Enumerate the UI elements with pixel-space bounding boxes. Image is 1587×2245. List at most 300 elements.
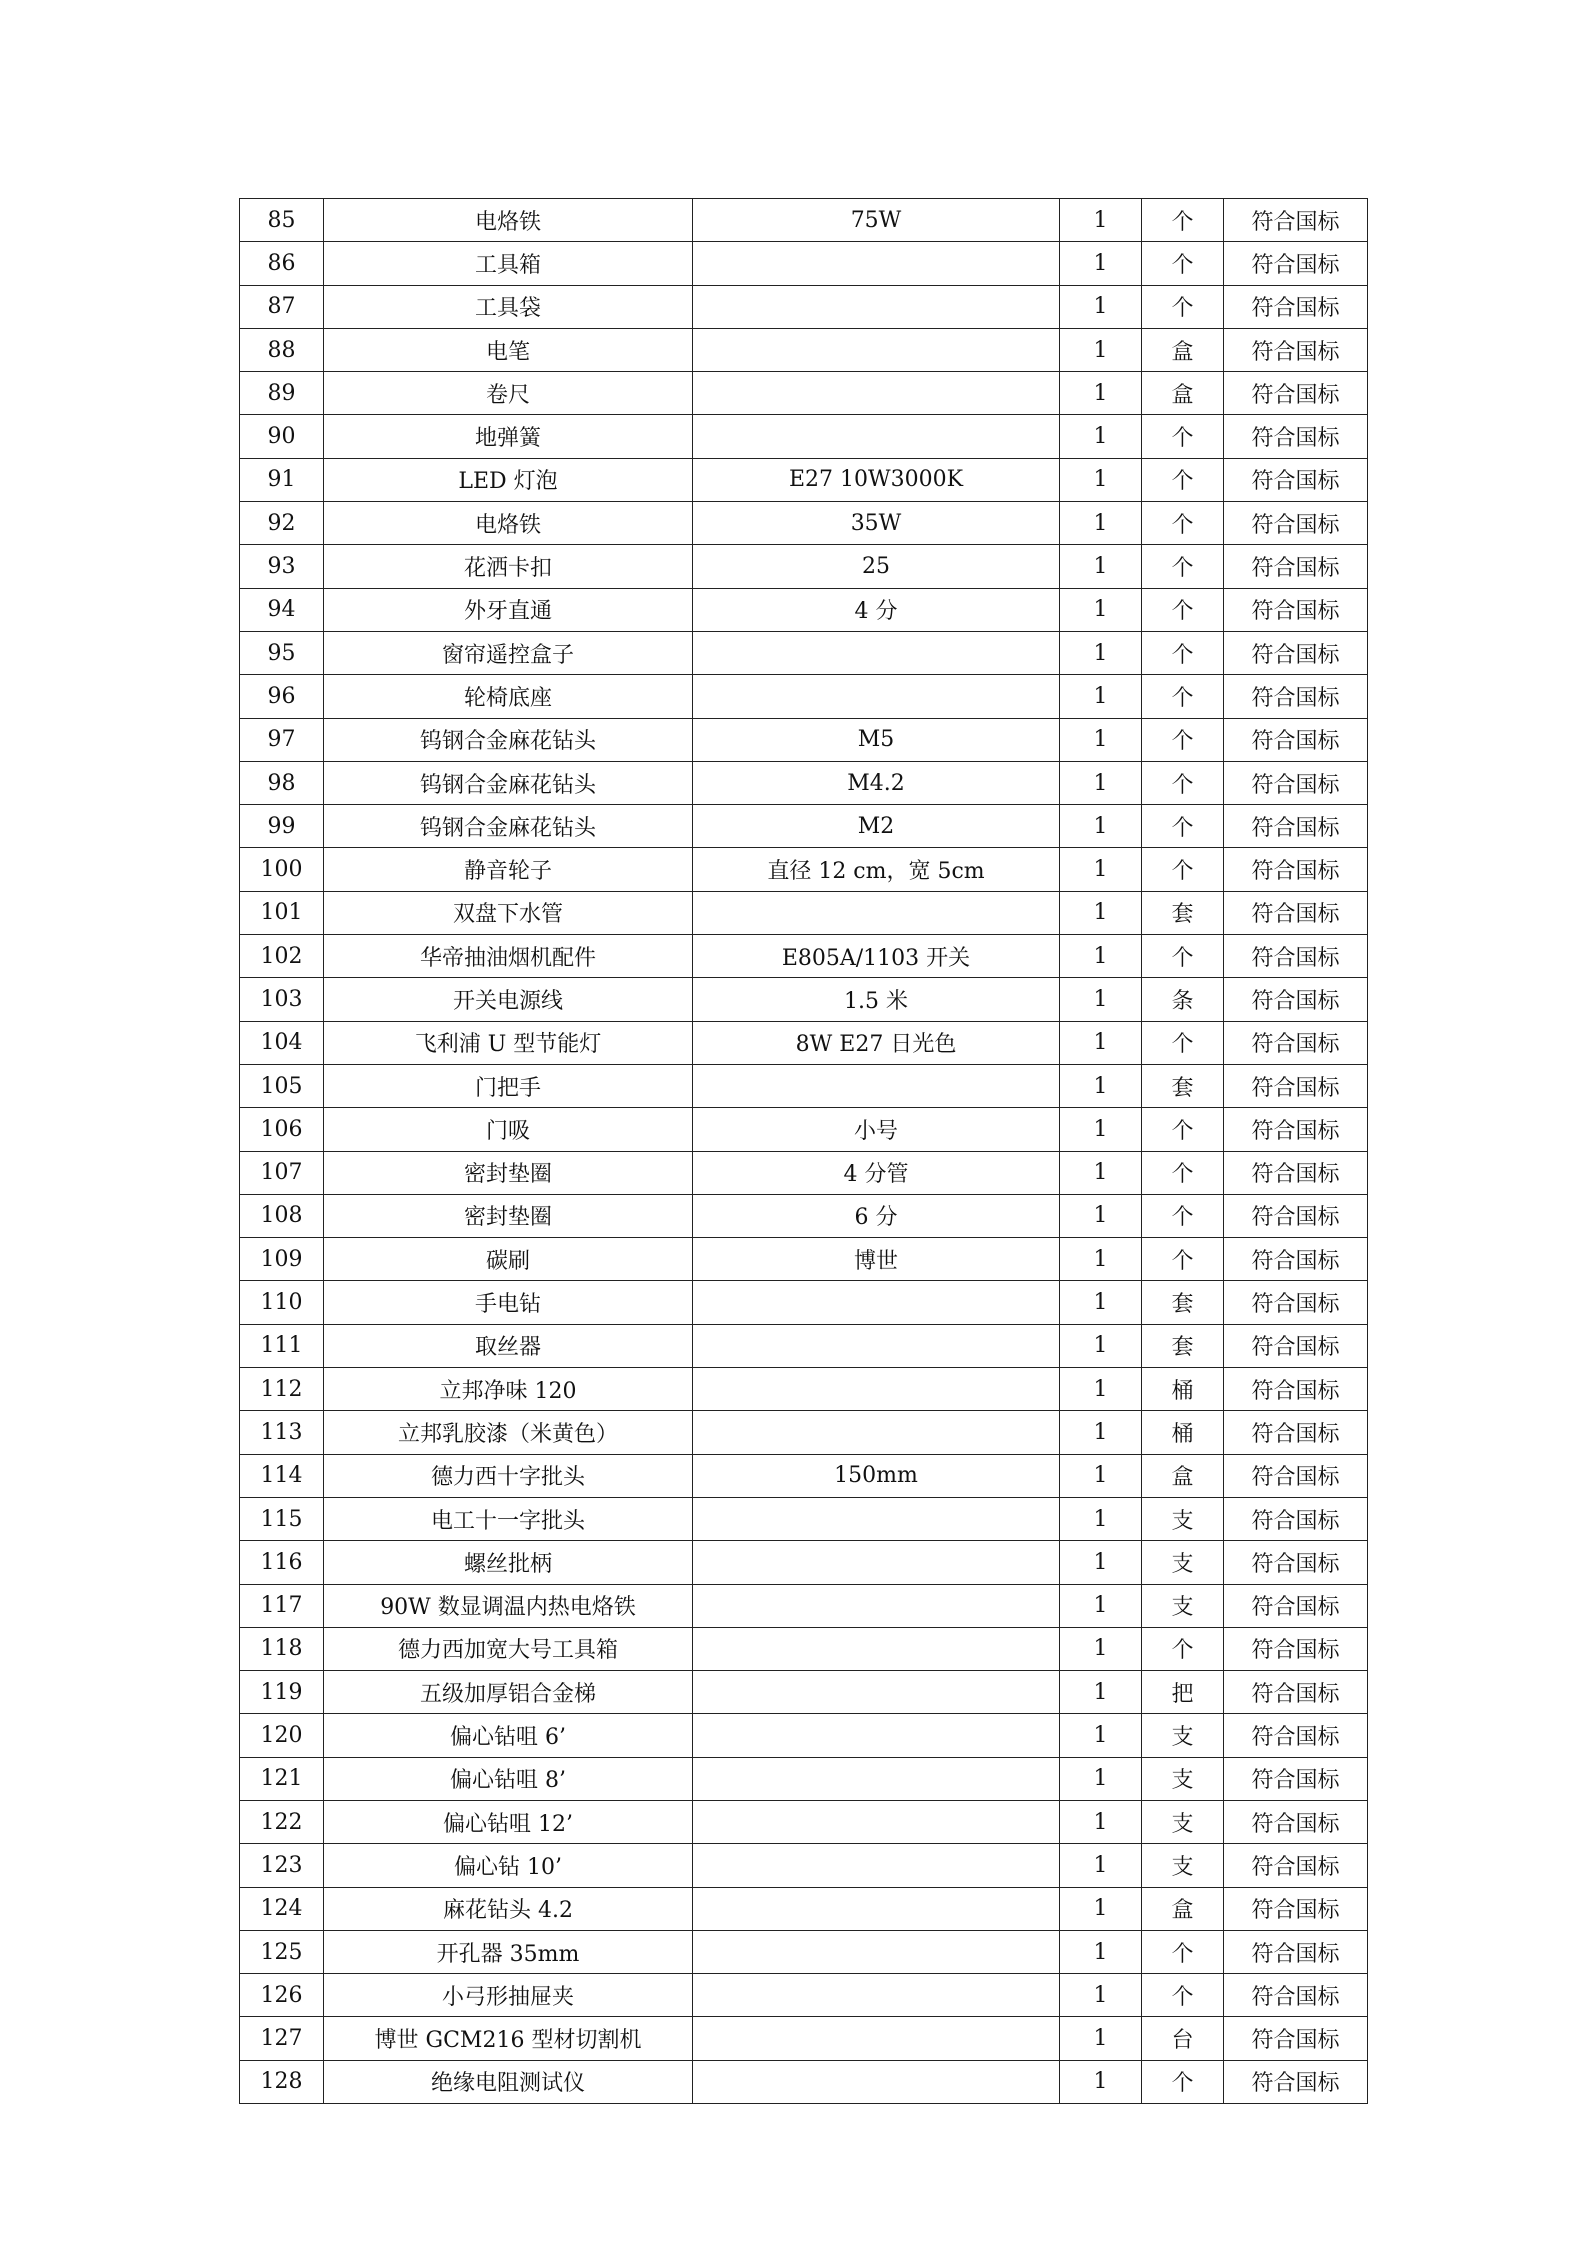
item-spec-cell: [693, 1584, 1060, 1627]
item-name-cell: 五级加厚铝合金梯: [324, 1671, 693, 1714]
item-name-cell: 麻花钻头 4.2: [324, 1887, 693, 1930]
row-number-cell: 128: [240, 2060, 324, 2103]
quantity-cell: 1: [1060, 1887, 1142, 1930]
item-spec-cell: [693, 372, 1060, 415]
quantity-cell: 1: [1060, 1627, 1142, 1670]
table-row: [240, 199, 1368, 242]
quantity-cell: 1: [1060, 631, 1142, 674]
item-spec-cell: [693, 1974, 1060, 2017]
item-spec-cell: M4.2: [693, 761, 1060, 804]
quantity-cell: 1: [1060, 1714, 1142, 1757]
table-row: [240, 2017, 1368, 2060]
table-row: [240, 1108, 1368, 1151]
table-row: [240, 1454, 1368, 1497]
item-name-cell: 钨钢合金麻花钻头: [324, 718, 693, 761]
standard-cell: 符合国标: [1224, 588, 1368, 631]
item-spec-cell: 直径 12 cm，宽 5cm: [693, 848, 1060, 891]
standard-cell: 符合国标: [1224, 631, 1368, 674]
unit-cell: 支: [1142, 1497, 1224, 1540]
table-row: [240, 631, 1368, 674]
quantity-cell: 1: [1060, 1281, 1142, 1324]
table-row: [240, 675, 1368, 718]
item-spec-cell: [693, 631, 1060, 674]
item-spec-cell: 6 分: [693, 1194, 1060, 1237]
item-name-cell: 飞利浦 U 型节能灯: [324, 1021, 693, 1064]
quantity-cell: 1: [1060, 1238, 1142, 1281]
row-number-cell: 103: [240, 978, 324, 1021]
unit-cell: 支: [1142, 1584, 1224, 1627]
item-name-cell: 工具箱: [324, 242, 693, 285]
row-number-cell: 126: [240, 1974, 324, 2017]
row-number-cell: 92: [240, 502, 324, 545]
row-number-cell: 122: [240, 1800, 324, 1843]
item-spec-cell: [693, 1368, 1060, 1411]
quantity-cell: 1: [1060, 718, 1142, 761]
unit-cell: 套: [1142, 1324, 1224, 1367]
unit-cell: 个: [1142, 588, 1224, 631]
unit-cell: 个: [1142, 545, 1224, 588]
row-number-cell: 114: [240, 1454, 324, 1497]
unit-cell: 桶: [1142, 1368, 1224, 1411]
table-row: [240, 1411, 1368, 1454]
row-number-cell: 87: [240, 285, 324, 328]
item-spec-cell: [693, 242, 1060, 285]
table-row: [240, 1671, 1368, 1714]
standard-cell: 符合国标: [1224, 2060, 1368, 2103]
quantity-cell: 1: [1060, 1844, 1142, 1887]
item-spec-cell: [693, 2017, 1060, 2060]
table-row: [240, 1368, 1368, 1411]
unit-cell: 个: [1142, 631, 1224, 674]
item-spec-cell: [693, 415, 1060, 458]
unit-cell: 个: [1142, 1627, 1224, 1670]
item-name-cell: 电烙铁: [324, 502, 693, 545]
quantity-cell: 1: [1060, 1497, 1142, 1540]
quantity-cell: 1: [1060, 1671, 1142, 1714]
item-spec-cell: 博世: [693, 1238, 1060, 1281]
standard-cell: 符合国标: [1224, 285, 1368, 328]
quantity-cell: 1: [1060, 1324, 1142, 1367]
unit-cell: 个: [1142, 242, 1224, 285]
item-name-cell: 德力西十字批头: [324, 1454, 693, 1497]
unit-cell: 个: [1142, 718, 1224, 761]
item-spec-cell: 75W: [693, 199, 1060, 242]
standard-cell: 符合国标: [1224, 2017, 1368, 2060]
item-name-cell: 工具袋: [324, 285, 693, 328]
item-spec-cell: [693, 1671, 1060, 1714]
item-name-cell: 绝缘电阻测试仪: [324, 2060, 693, 2103]
table-row: [240, 1281, 1368, 1324]
unit-cell: 盒: [1142, 1887, 1224, 1930]
standard-cell: 符合国标: [1224, 545, 1368, 588]
standard-cell: 符合国标: [1224, 761, 1368, 804]
item-spec-cell: [693, 1324, 1060, 1367]
item-spec-cell: 150mm: [693, 1454, 1060, 1497]
item-spec-cell: [693, 1800, 1060, 1843]
unit-cell: 支: [1142, 1714, 1224, 1757]
standard-cell: 符合国标: [1224, 1324, 1368, 1367]
standard-cell: 符合国标: [1224, 805, 1368, 848]
quantity-cell: 1: [1060, 1757, 1142, 1800]
quantity-cell: 1: [1060, 1194, 1142, 1237]
quantity-cell: 1: [1060, 1454, 1142, 1497]
standard-cell: 符合国标: [1224, 328, 1368, 371]
quantity-cell: 1: [1060, 1368, 1142, 1411]
item-name-cell: 密封垫圈: [324, 1151, 693, 1194]
unit-cell: 个: [1142, 1021, 1224, 1064]
item-spec-cell: 35W: [693, 502, 1060, 545]
row-number-cell: 99: [240, 805, 324, 848]
item-name-cell: 偏心钻咀 12’: [324, 1800, 693, 1843]
row-number-cell: 116: [240, 1541, 324, 1584]
item-name-cell: 取丝器: [324, 1324, 693, 1367]
standard-cell: 符合国标: [1224, 1800, 1368, 1843]
row-number-cell: 97: [240, 718, 324, 761]
standard-cell: 符合国标: [1224, 1411, 1368, 1454]
row-number-cell: 124: [240, 1887, 324, 1930]
item-spec-cell: [693, 328, 1060, 371]
unit-cell: 盒: [1142, 1454, 1224, 1497]
table-row: [240, 458, 1368, 501]
table-row: [240, 848, 1368, 891]
row-number-cell: 98: [240, 761, 324, 804]
unit-cell: 支: [1142, 1800, 1224, 1843]
item-name-cell: 钨钢合金麻花钻头: [324, 805, 693, 848]
item-name-cell: 90W 数显调温内热电烙铁: [324, 1584, 693, 1627]
item-name-cell: 门把手: [324, 1064, 693, 1107]
table-row: [240, 588, 1368, 631]
unit-cell: 个: [1142, 1238, 1224, 1281]
quantity-cell: 1: [1060, 761, 1142, 804]
item-spec-cell: [693, 1930, 1060, 1973]
row-number-cell: 119: [240, 1671, 324, 1714]
item-name-cell: 轮椅底座: [324, 675, 693, 718]
quantity-cell: 1: [1060, 848, 1142, 891]
standard-cell: 符合国标: [1224, 1064, 1368, 1107]
table-row: [240, 1887, 1368, 1930]
standard-cell: 符合国标: [1224, 242, 1368, 285]
unit-cell: 个: [1142, 1930, 1224, 1973]
item-name-cell: 静音轮子: [324, 848, 693, 891]
row-number-cell: 91: [240, 458, 324, 501]
table-row: [240, 1541, 1368, 1584]
table-row: [240, 718, 1368, 761]
table-row: [240, 891, 1368, 934]
quantity-cell: 1: [1060, 1064, 1142, 1107]
item-spec-cell: 25: [693, 545, 1060, 588]
item-spec-cell: 4 分管: [693, 1151, 1060, 1194]
item-name-cell: 手电钻: [324, 1281, 693, 1324]
quantity-cell: 1: [1060, 372, 1142, 415]
item-spec-cell: [693, 1064, 1060, 1107]
table-row: [240, 502, 1368, 545]
unit-cell: 个: [1142, 1194, 1224, 1237]
standard-cell: 符合国标: [1224, 675, 1368, 718]
unit-cell: 盒: [1142, 328, 1224, 371]
unit-cell: 套: [1142, 1064, 1224, 1107]
row-number-cell: 88: [240, 328, 324, 371]
quantity-cell: 1: [1060, 891, 1142, 934]
table-row: [240, 545, 1368, 588]
table-row: [240, 1151, 1368, 1194]
standard-cell: 符合国标: [1224, 458, 1368, 501]
unit-cell: 套: [1142, 1281, 1224, 1324]
standard-cell: 符合国标: [1224, 1627, 1368, 1670]
table-row: [240, 1238, 1368, 1281]
item-name-cell: 花洒卡扣: [324, 545, 693, 588]
unit-cell: 个: [1142, 1151, 1224, 1194]
item-spec-cell: 4 分: [693, 588, 1060, 631]
row-number-cell: 111: [240, 1324, 324, 1367]
unit-cell: 支: [1142, 1541, 1224, 1584]
row-number-cell: 95: [240, 631, 324, 674]
unit-cell: 个: [1142, 848, 1224, 891]
item-name-cell: 立邦乳胶漆（米黄色）: [324, 1411, 693, 1454]
standard-cell: 符合国标: [1224, 1714, 1368, 1757]
standard-cell: 符合国标: [1224, 1194, 1368, 1237]
item-name-cell: 偏心钻咀 6’: [324, 1714, 693, 1757]
standard-cell: 符合国标: [1224, 1108, 1368, 1151]
table-row: [240, 1497, 1368, 1540]
quantity-cell: 1: [1060, 1930, 1142, 1973]
unit-cell: 个: [1142, 199, 1224, 242]
item-name-cell: 窗帘遥控盒子: [324, 631, 693, 674]
item-name-cell: 电笔: [324, 328, 693, 371]
row-number-cell: 107: [240, 1151, 324, 1194]
unit-cell: 个: [1142, 1108, 1224, 1151]
table-row: [240, 1324, 1368, 1367]
table-row: [240, 1974, 1368, 2017]
table-body: [240, 199, 1368, 2104]
row-number-cell: 100: [240, 848, 324, 891]
table-row: [240, 1021, 1368, 1064]
unit-cell: 支: [1142, 1757, 1224, 1800]
item-name-cell: LED 灯泡: [324, 458, 693, 501]
unit-cell: 个: [1142, 502, 1224, 545]
row-number-cell: 105: [240, 1064, 324, 1107]
row-number-cell: 123: [240, 1844, 324, 1887]
standard-cell: 符合国标: [1224, 935, 1368, 978]
item-spec-cell: [693, 285, 1060, 328]
table-row: [240, 935, 1368, 978]
table-row: [240, 242, 1368, 285]
item-spec-cell: [693, 675, 1060, 718]
table-row: [240, 1930, 1368, 1973]
row-number-cell: 96: [240, 675, 324, 718]
row-number-cell: 94: [240, 588, 324, 631]
unit-cell: 个: [1142, 761, 1224, 804]
unit-cell: 台: [1142, 2017, 1224, 2060]
item-name-cell: 开孔器 35mm: [324, 1930, 693, 1973]
item-name-cell: 门吸: [324, 1108, 693, 1151]
row-number-cell: 86: [240, 242, 324, 285]
row-number-cell: 117: [240, 1584, 324, 1627]
table-row: [240, 372, 1368, 415]
standard-cell: 符合国标: [1224, 1281, 1368, 1324]
quantity-cell: 1: [1060, 805, 1142, 848]
table-row: [240, 1844, 1368, 1887]
standard-cell: 符合国标: [1224, 415, 1368, 458]
item-name-cell: 开关电源线: [324, 978, 693, 1021]
quantity-cell: 1: [1060, 978, 1142, 1021]
item-name-cell: 博世 GCM216 型材切割机: [324, 2017, 693, 2060]
standard-cell: 符合国标: [1224, 718, 1368, 761]
unit-cell: 盒: [1142, 372, 1224, 415]
quantity-cell: 1: [1060, 1108, 1142, 1151]
item-spec-cell: [693, 1757, 1060, 1800]
table-row: [240, 1064, 1368, 1107]
item-spec-cell: [693, 2060, 1060, 2103]
standard-cell: 符合国标: [1224, 1238, 1368, 1281]
quantity-cell: 1: [1060, 935, 1142, 978]
row-number-cell: 102: [240, 935, 324, 978]
equipment-table: [239, 198, 1368, 2104]
table-row: [240, 761, 1368, 804]
quantity-cell: 1: [1060, 328, 1142, 371]
row-number-cell: 108: [240, 1194, 324, 1237]
row-number-cell: 118: [240, 1627, 324, 1670]
item-name-cell: 偏心钻 10’: [324, 1844, 693, 1887]
row-number-cell: 120: [240, 1714, 324, 1757]
item-name-cell: 电工十一字批头: [324, 1497, 693, 1540]
row-number-cell: 106: [240, 1108, 324, 1151]
unit-cell: 个: [1142, 2060, 1224, 2103]
item-spec-cell: E805A/1103 开关: [693, 935, 1060, 978]
table-row: [240, 978, 1368, 1021]
item-spec-cell: [693, 1714, 1060, 1757]
unit-cell: 个: [1142, 415, 1224, 458]
item-name-cell: 电烙铁: [324, 199, 693, 242]
row-number-cell: 112: [240, 1368, 324, 1411]
standard-cell: 符合国标: [1224, 372, 1368, 415]
quantity-cell: 1: [1060, 502, 1142, 545]
unit-cell: 桶: [1142, 1411, 1224, 1454]
item-spec-cell: [693, 1411, 1060, 1454]
item-spec-cell: [693, 1497, 1060, 1540]
quantity-cell: 1: [1060, 1411, 1142, 1454]
quantity-cell: 1: [1060, 545, 1142, 588]
item-name-cell: 地弹簧: [324, 415, 693, 458]
row-number-cell: 121: [240, 1757, 324, 1800]
standard-cell: 符合国标: [1224, 1887, 1368, 1930]
quantity-cell: 1: [1060, 1584, 1142, 1627]
quantity-cell: 1: [1060, 1974, 1142, 2017]
item-name-cell: 外牙直通: [324, 588, 693, 631]
standard-cell: 符合国标: [1224, 978, 1368, 1021]
quantity-cell: 1: [1060, 1541, 1142, 1584]
table-row: [240, 1627, 1368, 1670]
item-name-cell: 小弓形抽屉夹: [324, 1974, 693, 2017]
standard-cell: 符合国标: [1224, 1151, 1368, 1194]
unit-cell: 个: [1142, 675, 1224, 718]
standard-cell: 符合国标: [1224, 891, 1368, 934]
quantity-cell: 1: [1060, 285, 1142, 328]
item-name-cell: 立邦净味 120: [324, 1368, 693, 1411]
standard-cell: 符合国标: [1224, 1671, 1368, 1714]
table-row: [240, 328, 1368, 371]
item-name-cell: 密封垫圈: [324, 1194, 693, 1237]
row-number-cell: 93: [240, 545, 324, 588]
row-number-cell: 110: [240, 1281, 324, 1324]
item-spec-cell: [693, 1887, 1060, 1930]
item-name-cell: 华帝抽油烟机配件: [324, 935, 693, 978]
quantity-cell: 1: [1060, 1800, 1142, 1843]
standard-cell: 符合国标: [1224, 1930, 1368, 1973]
standard-cell: 符合国标: [1224, 1497, 1368, 1540]
item-spec-cell: M2: [693, 805, 1060, 848]
unit-cell: 条: [1142, 978, 1224, 1021]
table-row: [240, 415, 1368, 458]
row-number-cell: 104: [240, 1021, 324, 1064]
item-name-cell: 双盘下水管: [324, 891, 693, 934]
item-spec-cell: 小号: [693, 1108, 1060, 1151]
table-row: [240, 1194, 1368, 1237]
unit-cell: 支: [1142, 1844, 1224, 1887]
quantity-cell: 1: [1060, 415, 1142, 458]
row-number-cell: 101: [240, 891, 324, 934]
table-row: [240, 1714, 1368, 1757]
quantity-cell: 1: [1060, 458, 1142, 501]
standard-cell: 符合国标: [1224, 199, 1368, 242]
item-name-cell: 德力西加宽大号工具箱: [324, 1627, 693, 1670]
item-name-cell: 偏心钻咀 8’: [324, 1757, 693, 1800]
unit-cell: 个: [1142, 1974, 1224, 2017]
item-spec-cell: [693, 1541, 1060, 1584]
quantity-cell: 1: [1060, 588, 1142, 631]
unit-cell: 套: [1142, 891, 1224, 934]
row-number-cell: 109: [240, 1238, 324, 1281]
quantity-cell: 1: [1060, 199, 1142, 242]
standard-cell: 符合国标: [1224, 1021, 1368, 1064]
quantity-cell: 1: [1060, 675, 1142, 718]
quantity-cell: 1: [1060, 242, 1142, 285]
unit-cell: 个: [1142, 285, 1224, 328]
row-number-cell: 85: [240, 199, 324, 242]
item-name-cell: 碳刷: [324, 1238, 693, 1281]
standard-cell: 符合国标: [1224, 1368, 1368, 1411]
unit-cell: 个: [1142, 458, 1224, 501]
quantity-cell: 1: [1060, 1021, 1142, 1064]
row-number-cell: 115: [240, 1497, 324, 1540]
standard-cell: 符合国标: [1224, 1541, 1368, 1584]
quantity-cell: 1: [1060, 2017, 1142, 2060]
standard-cell: 符合国标: [1224, 1757, 1368, 1800]
standard-cell: 符合国标: [1224, 502, 1368, 545]
standard-cell: 符合国标: [1224, 1974, 1368, 2017]
row-number-cell: 90: [240, 415, 324, 458]
row-number-cell: 89: [240, 372, 324, 415]
standard-cell: 符合国标: [1224, 1454, 1368, 1497]
item-name-cell: 螺丝批柄: [324, 1541, 693, 1584]
table-row: [240, 285, 1368, 328]
unit-cell: 个: [1142, 935, 1224, 978]
row-number-cell: 125: [240, 1930, 324, 1973]
item-spec-cell: 8W E27 日光色: [693, 1021, 1060, 1064]
row-number-cell: 113: [240, 1411, 324, 1454]
table-row: [240, 1800, 1368, 1843]
item-spec-cell: [693, 1627, 1060, 1670]
item-spec-cell: [693, 1844, 1060, 1887]
standard-cell: 符合国标: [1224, 848, 1368, 891]
unit-cell: 把: [1142, 1671, 1224, 1714]
table-row: [240, 2060, 1368, 2103]
unit-cell: 个: [1142, 805, 1224, 848]
standard-cell: 符合国标: [1224, 1844, 1368, 1887]
item-name-cell: 钨钢合金麻花钻头: [324, 761, 693, 804]
quantity-cell: 1: [1060, 2060, 1142, 2103]
table-row: [240, 1757, 1368, 1800]
row-number-cell: 127: [240, 2017, 324, 2060]
